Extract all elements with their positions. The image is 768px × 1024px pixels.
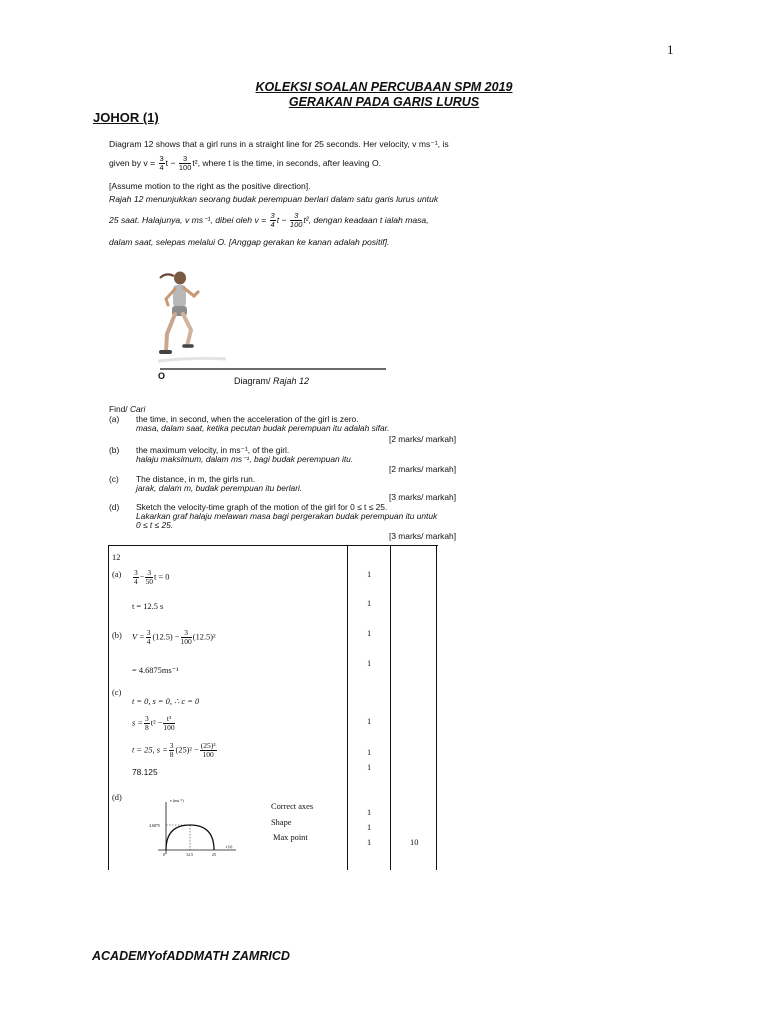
scheme-c-label: (c) [112, 688, 122, 697]
scheme-mark: 1 [367, 659, 372, 668]
scheme-mark: 1 [367, 599, 372, 608]
part-c-marks: [3 marks/ markah] [389, 492, 457, 502]
scheme-d-crit1: Correct axes [271, 802, 314, 811]
runner-figure [158, 272, 226, 362]
question-ms-line1: Rajah 12 menunjukkan seorang budak perempuan berlari dalam satu garis lurus untuk [109, 194, 439, 204]
svg-text:25: 25 [212, 852, 216, 857]
scheme-a-line1: $\frac{3}{4}$ − $\frac{3}{50}$ t = 0 [134, 568, 170, 586]
svg-text:t (s): t (s) [226, 844, 233, 849]
scheme-b-line2: = 4.6875ms⁻¹ [132, 666, 179, 675]
part-a-marks: [2 marks/ markah] [389, 434, 457, 444]
svg-text:4.6875: 4.6875 [149, 823, 160, 828]
diagram-caption: Diagram/ Rajah 12 [234, 376, 310, 386]
question-parts [109, 405, 469, 545]
scheme-b-line1: V = $\frac{3}{4}$ (12.5) − $\frac{3}{100}$ (12.5)² [132, 628, 216, 646]
question-ms-line3: dalam saat, selepas melalui O. [Anggap gerakan ke kanan adalah positif]. [109, 237, 390, 247]
scheme-c-line4: 78.125 [132, 767, 158, 777]
scheme-a-line2: t = 12.5 s [132, 602, 164, 611]
part-c: (c) The distance, in m, the girls run. [109, 474, 256, 484]
footer-brand: ACADEMYofADDMATH ZAMRICD [92, 949, 290, 963]
scheme-mark: 1 [367, 838, 372, 847]
part-d-ms1: Lakarkan graf halaju melawan masa bagi pergerakan budak perempuan itu untuk [136, 511, 438, 521]
scheme-d-crit2: Shape [271, 818, 292, 827]
velocity-time-sketch [148, 798, 238, 863]
part-d: (d) Sketch the velocity-time graph of the motion of the girl for 0 ≤ t ≤ 25. [109, 502, 388, 512]
scheme-c-line1: t = 0, s = 0, ∴ c = 0 [132, 697, 200, 706]
scheme-mark: 1 [367, 717, 372, 726]
scheme-c-line3: t = 25, s = $\frac{3}{8}$ (25)² − $\frac{\text{(25)³}}{100}$ [132, 741, 216, 759]
part-b: (b) the maximum velocity, in ms⁻¹, of the girl. [109, 445, 290, 455]
scheme-mark: 1 [367, 629, 372, 638]
scheme-mark: 1 [367, 570, 372, 579]
marking-scheme [108, 545, 438, 870]
scheme-mark: 1 [367, 763, 372, 772]
page-number: 1 [667, 42, 674, 57]
scheme-total: 10 [410, 838, 419, 847]
scheme-d-label: (d) [112, 793, 122, 802]
scheme-mark: 1 [367, 748, 372, 757]
page-title: KOLEKSI SOALAN PERCUBAAN SPM 2019 [255, 80, 513, 94]
part-b-marks: [2 marks/ markah] [389, 464, 457, 474]
part-a: (a) the time, in second, when the acceleration of the girl is zero. [109, 414, 359, 424]
scheme-c-line2: s = $\frac{3}{8}$ t² − $\frac{\text{t³}}{100}$ [132, 714, 175, 732]
question-ms-line2: 25 saat. Halajunya, v ms⁻¹, dibei oleh v = $\frac{3}{4}$ t − $\frac{3}{100}$ t², dengan keadaan t ialah masa, [109, 211, 429, 229]
part-c-ms: jarak, dalam m, budak perempuan itu berlari. [136, 483, 303, 493]
part-b-ms: halaju maksimum, dalam ms⁻¹, bagi budak perempuan itu. [136, 454, 354, 464]
scheme-a-label: (a) [112, 570, 122, 579]
section-heading: JOHOR (1) [93, 110, 159, 125]
scheme-d-crit3: Max point [273, 833, 308, 842]
part-d-marks: [3 marks/ markah] [389, 531, 457, 541]
svg-text:12.5: 12.5 [186, 852, 193, 857]
part-d-ms2: 0 ≤ t ≤ 25. [136, 520, 174, 530]
find-label: Find/ Cari [109, 404, 146, 414]
page-subtitle: GERAKAN PADA GARIS LURUS [288, 95, 480, 109]
origin-label: O [158, 371, 166, 381]
scheme-mark: 1 [367, 823, 372, 832]
svg-text:v (ms⁻¹): v (ms⁻¹) [170, 798, 184, 803]
runner-diagram [150, 266, 390, 386]
scheme-b-label: (b) [112, 631, 122, 640]
question-en-line1: Diagram 12 shows that a girl runs in a straight line for 25 seconds. Her velocity, v ms⁻¹, is [109, 139, 449, 149]
question-assumption: [Assume motion to the right as the positive direction]. [109, 181, 311, 191]
part-a-ms: masa, dalam saat, ketika pecutan budak perempuan itu adalah sifar. [136, 423, 390, 433]
scheme-mark: 1 [367, 808, 372, 817]
question-en-line2: given by v = $\frac{3}{4}$ t − $\frac{3}{100}$ t², where t is the time, in seconds, after leaving O. [109, 154, 382, 172]
svg-text:0: 0 [163, 852, 165, 857]
scheme-question-number: 12 [112, 553, 121, 562]
